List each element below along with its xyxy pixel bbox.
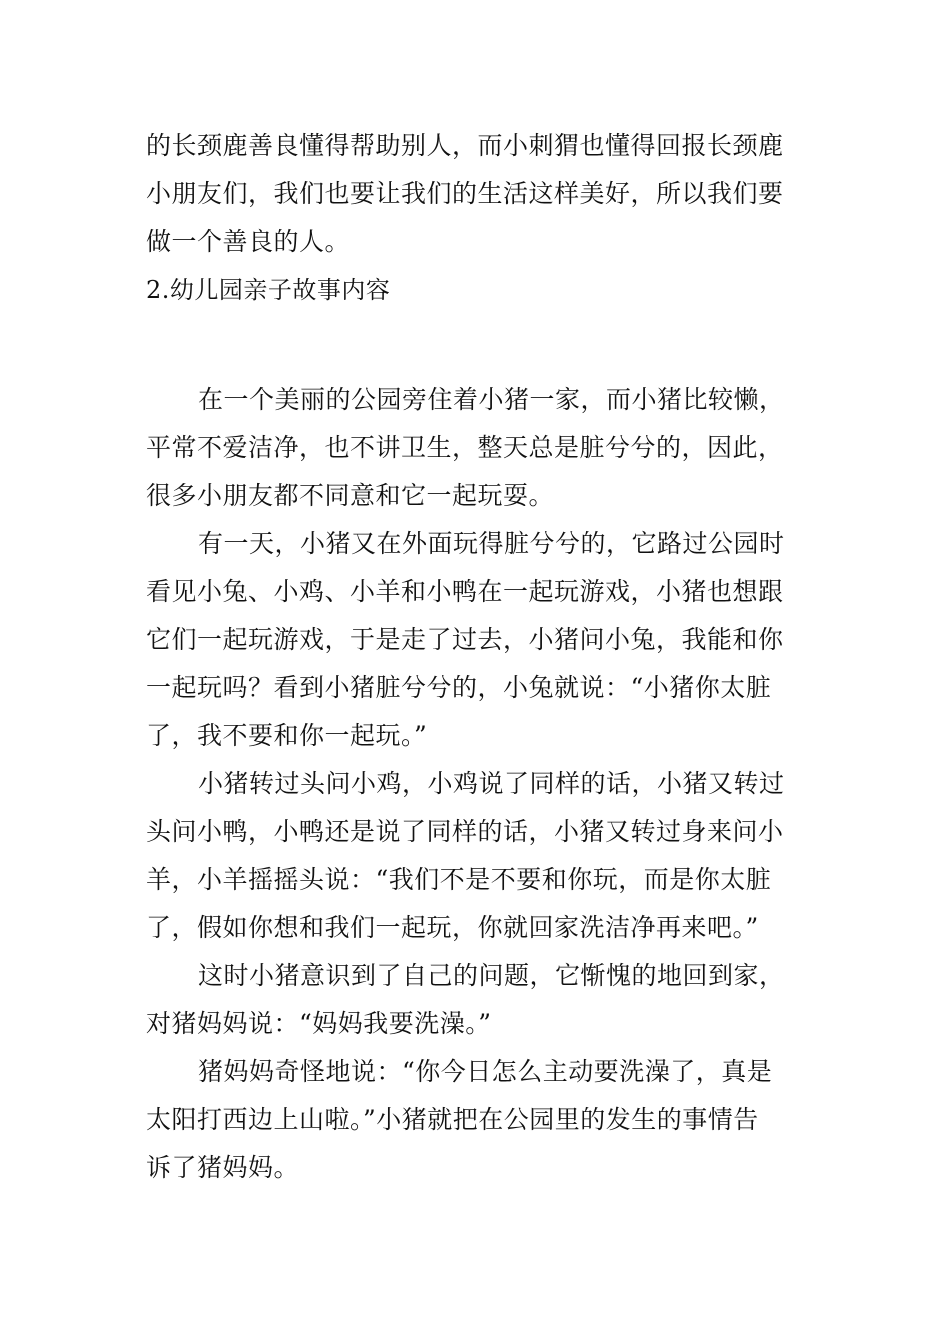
text-line: 小朋友们，我们也要让我们的生活这样美好，所以我们要 — [146, 179, 784, 208]
text-line: 一起玩吗？看到小猪脏兮兮的，小兔就说：“小猪你太脏 — [146, 673, 772, 702]
document-page — [146, 122, 808, 1192]
section-heading: 2.幼儿园亲子故事内容 — [146, 276, 391, 304]
text-line: 它们一起玩游戏，于是走了过去，小猪问小兔，我能和你 — [146, 625, 784, 654]
story-paragraph-2 — [146, 520, 808, 760]
text-line: 了，我不要和你一起玩。” — [146, 721, 428, 750]
section-spacer — [146, 314, 808, 376]
text-line: 太阳打西边上山啦。”小猪就把在公园里的发生的事情告 — [146, 1105, 759, 1134]
text-line: 小猪转过头问小鸡，小鸡说了同样的话，小猪又转过 — [198, 769, 785, 798]
text-line: 了，假如你想和我们一起玩，你就回家洗洁净再来吧。” — [146, 913, 759, 942]
text-line: 在一个美丽的公园旁住着小猪一家，而小猪比较懒， — [198, 385, 785, 414]
text-line: 有一天，小猪又在外面玩得脏兮兮的，它路过公园时 — [198, 529, 785, 558]
text-line: 诉了猪妈妈。 — [146, 1153, 300, 1182]
text-line: 做一个善良的人。 — [146, 227, 351, 256]
story-paragraph-4 — [146, 952, 808, 1048]
text-line: 的长颈鹿善良懂得帮助别人，而小刺猬也懂得回报长颈鹿 — [146, 131, 784, 160]
story-paragraph-3 — [146, 760, 808, 952]
text-line: 看见小兔、小鸡、小羊和小鸭在一起玩游戏，小猪也想跟 — [146, 577, 784, 606]
text-line: 头问小鸭，小鸭还是说了同样的话，小猪又转过身来问小 — [146, 817, 784, 846]
text-line: 羊，小羊摇摇头说：“我们不是不要和你玩，而是你太脏 — [146, 865, 772, 894]
text-line: 平常不爱洁净，也不讲卫生，整天总是脏兮兮的，因此， — [146, 433, 784, 462]
text-line: 对猪妈妈说：“妈妈我要洗澡。” — [146, 1009, 492, 1038]
text-line: 这时小猪意识到了自己的问题，它惭愧的地回到家， — [198, 961, 785, 990]
text-line: 猪妈妈奇怪地说：“你今日怎么主动要洗澡了，真是 — [198, 1057, 773, 1086]
story-paragraph-1 — [146, 376, 808, 520]
text-line: 很多小朋友都不同意和它一起玩耍。 — [146, 481, 555, 510]
intro-paragraph — [146, 122, 808, 266]
story-paragraph-5 — [146, 1048, 808, 1192]
